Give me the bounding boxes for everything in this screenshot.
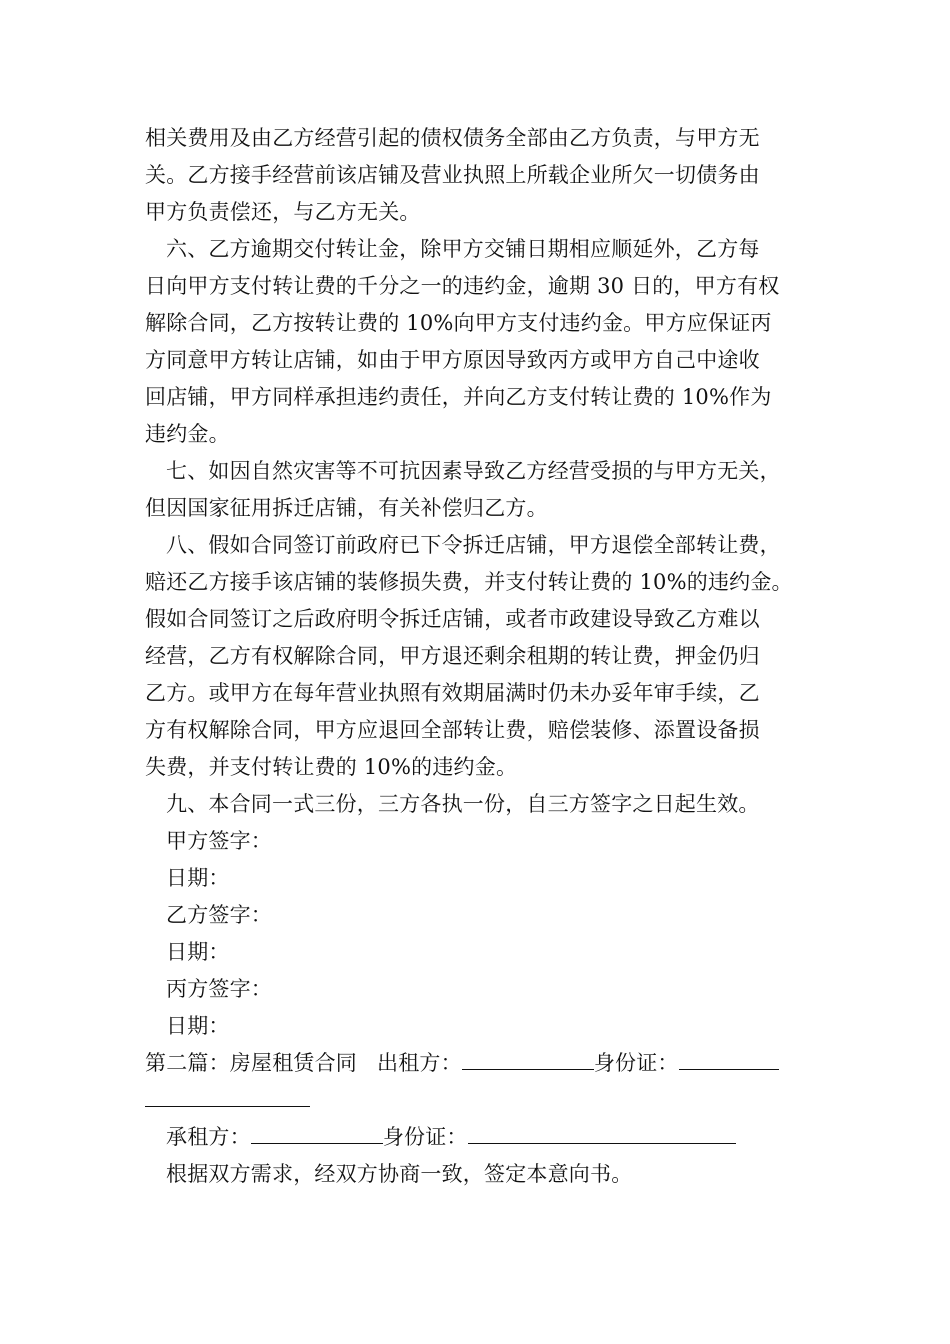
text-line: 乙方。或甲方在每年营业执照有效期届满时仍未办妥年审手续，乙 (145, 681, 760, 705)
clause-9: 九、本合同一式三份，三方各执一份，自三方签字之日起生效。 (166, 792, 760, 816)
id-blank (468, 1119, 736, 1144)
text-line: 关。乙方接手经营前该店铺及营业执照上所载企业所欠一切债务由 (145, 163, 760, 187)
signature-block (145, 823, 817, 1045)
lessee-blank (251, 1119, 383, 1144)
party-c-date-label: 日期： (166, 1014, 230, 1038)
section-2 (145, 1045, 817, 1193)
lessor-label: 出租方： (377, 1051, 462, 1075)
text-line: 七、如因自然灾害等不可抗因素导致乙方经营受损的与甲方无关， (166, 459, 781, 483)
text-line: 甲方负责偿还，与乙方无关。 (145, 200, 421, 224)
id-blank (679, 1045, 779, 1070)
party-c-signature-label: 丙方签字： (166, 977, 272, 1001)
party-a-date-label: 日期： (166, 866, 230, 890)
text-line: 八、假如合同签订前政府已下令拆迁店铺，甲方退偿全部转让费， (166, 533, 781, 557)
lessor-blank (462, 1045, 594, 1070)
lessee-label: 承租方： (166, 1125, 251, 1149)
id-label: 身份证： (382, 1125, 468, 1149)
party-a-signature-label: 甲方签字： (166, 829, 272, 853)
clause-5-tail (145, 120, 817, 231)
clause-7 (145, 453, 817, 527)
contract-text (145, 120, 817, 1193)
text-line: 失费，并支付转让费的 10%的违约金。 (145, 755, 518, 779)
text-line: 六、乙方逾期交付转让金，除甲方交铺日期相应顺延外，乙方每 (166, 237, 760, 261)
text-line: 假如合同签订之后政府明令拆迁店铺，或者市政建设导致乙方难以 (145, 607, 760, 631)
text-line: 日向甲方支付转让费的千分之一的违约金，逾期 30 日的，甲方有权 (145, 274, 780, 298)
section-2-header-line (145, 1045, 817, 1082)
text-line: 方有权解除合同，甲方应退回全部转让费，赔偿装修、添置设备损 (145, 718, 760, 742)
text-line: 赔还乙方接手该店铺的装修损失费，并支付转让费的 10%的违约金。 (145, 570, 793, 594)
continuation-line (145, 1082, 817, 1119)
section-2-intro: 根据双方需求，经双方协商一致，签定本意向书。 (166, 1162, 633, 1186)
text-line: 解除合同，乙方按转让费的 10%向甲方支付违约金。甲方应保证丙 (145, 311, 772, 335)
id-label: 身份证： (593, 1051, 679, 1075)
text-line: 但因国家征用拆迁店铺，有关补偿归乙方。 (145, 496, 548, 520)
text-line: 方同意甲方转让店铺，如由于甲方原因导致丙方或甲方自己中途收 (145, 348, 760, 372)
party-b-date-label: 日期： (166, 940, 230, 964)
id-blank-continued (145, 1082, 310, 1107)
text-line: 回店铺，甲方同样承担违约责任，并向乙方支付转让费的 10%作为 (145, 385, 772, 409)
clause-8 (145, 527, 817, 786)
lessee-line (145, 1119, 817, 1156)
text-line: 违约金。 (145, 422, 230, 446)
text-line: 相关费用及由乙方经营引起的债权债务全部由乙方负责，与甲方无 (145, 126, 760, 150)
party-b-signature-label: 乙方签字： (166, 903, 272, 927)
clause-6 (145, 231, 817, 453)
section-2-title: 第二篇：房屋租赁合同 (145, 1051, 357, 1075)
text-line: 经营，乙方有权解除合同，甲方退还剩余租期的转让费，押金仍归 (145, 644, 760, 668)
